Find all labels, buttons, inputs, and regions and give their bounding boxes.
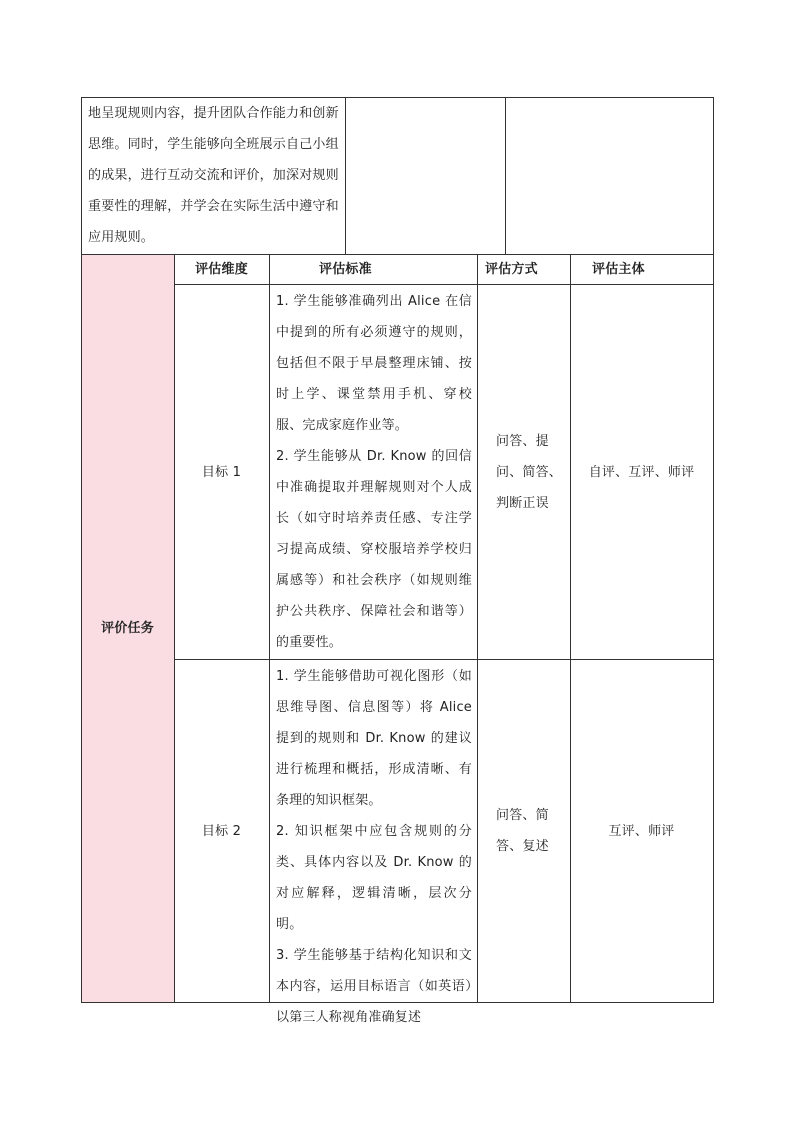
header-dimension-cell <box>174 254 269 284</box>
row-1-standard-cell <box>276 286 472 658</box>
row-1-standard-item-1: 1. 学生能够准确列出 Alice 在信中提到的所有必须遵守的规则，包括但不限于早晨整理床铺、按时上学、课堂禁用手机、穿校服、完成家庭作业等。 <box>276 294 472 433</box>
row-2-subject: 互评、师评 <box>608 823 675 839</box>
table-border-row-1 <box>174 659 714 660</box>
table-border-header <box>174 284 714 285</box>
row-2-method: 问答、简答、复述 <box>496 808 549 854</box>
row-2-standard-item-1: 1. 学生能够借助可视化图形（如思维导图、信息图等）将 Alice 提到的规则和 Dr. Know 的建议进行梳理和概括，形成清晰、有条理的知识框架。 <box>276 669 472 808</box>
table-border-bottom <box>81 1002 714 1003</box>
row-2-dimension: 目标 2 <box>201 823 242 839</box>
top-row-divider-1 <box>345 97 346 254</box>
row-1-method: 问答、提问、简答、判断正误 <box>496 433 563 511</box>
row-1-dimension: 目标 1 <box>201 464 242 480</box>
table-border-section <box>81 254 714 255</box>
header-method: 评估方式 <box>485 261 538 277</box>
header-standard-cell <box>269 254 477 284</box>
row-1-subject-cell <box>570 284 713 660</box>
row-2-dimension-cell <box>174 660 269 1002</box>
column-divider-label <box>174 254 175 1003</box>
section-label: 评价任务 <box>101 620 154 636</box>
header-dimension: 评估维度 <box>195 261 248 277</box>
table-border-top <box>81 97 714 98</box>
header-standard: 评估标准 <box>319 261 372 277</box>
header-subject-cell <box>570 254 713 284</box>
header-subject: 评估主体 <box>592 261 645 277</box>
row-1-dimension-cell <box>174 284 269 660</box>
row-2-standard-cell <box>276 661 472 1025</box>
table-border-left <box>81 97 82 1003</box>
row-2-subject-cell <box>570 660 713 1002</box>
top-row-text-cell <box>88 98 342 254</box>
column-divider-standard <box>477 254 478 1003</box>
row-2-standard-item-2: 2. 知识框架中应包含规则的分类、具体内容以及 Dr. Know 的对应解释，逻辑清晰，层次分明。 <box>276 824 472 932</box>
header-method-cell <box>477 254 570 284</box>
column-divider-method <box>570 254 571 1003</box>
row-2-method-cell <box>496 660 570 1002</box>
row-2-standard-item-3: 3. 学生能够基于结构化知识和文本内容，运用目标语言（如英语）以第三人称视角准确复述 <box>276 948 472 1025</box>
row-1-standard-item-2: 2. 学生能够从 Dr. Know 的回信中准确提取并理解规则对个人成长（如守时培养责任感、专注学习提高成绩、穿校服培养学校归属感等）和社会秩序（如规则维护公共秩序、保障社会和谐等）的重要性。 <box>276 449 472 650</box>
table-border-right <box>713 97 714 1003</box>
top-row-divider-2 <box>505 97 506 254</box>
row-1-method-cell <box>496 284 570 660</box>
top-row-text: 地呈现规则内容，提升团队合作能力和创新思维。同时，学生能够向全班展示自己小组的成果，进行互动交流和评价，加深对规则重要性的理解，并学会在实际生活中遵守和应用规则。 <box>88 106 339 245</box>
section-label-cell <box>81 254 174 1002</box>
column-divider-dimension <box>269 254 270 1003</box>
row-1-subject: 自评、互评、师评 <box>588 464 695 480</box>
